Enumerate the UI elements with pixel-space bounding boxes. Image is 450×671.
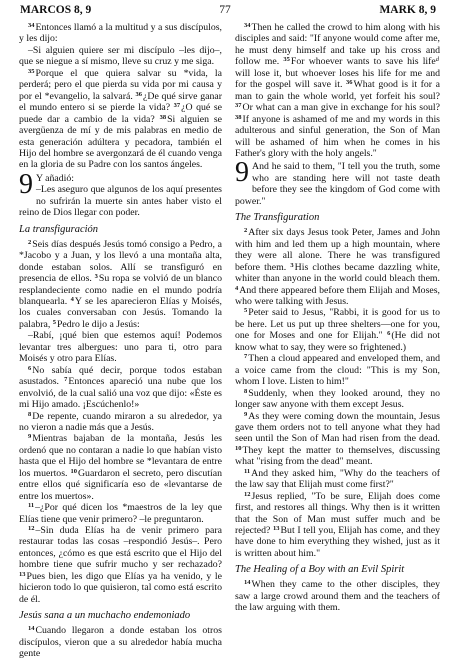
verse-number: 5 [52,318,56,326]
verse-number: 38 [159,113,167,121]
verse-number: 9 [244,410,248,418]
verse-paragraph [19,525,222,605]
verse-number: 34 [244,22,251,29]
verse-text: Cuando llegaron a donde estaban los otros discípulos, vieron que a su alrededor había mucha gente [19,625,222,660]
verse-text: For whoever wants to save his life [290,56,436,68]
verse-paragraph [19,330,222,364]
verse-number: 3 [290,261,294,269]
verse-text: Or what can a man give in exchange for his soul? [242,102,440,114]
verse-number: 35 [283,56,290,64]
verse-number: 5 [244,307,248,315]
verse-paragraph [19,239,222,331]
verse-number: 37 [173,102,181,110]
verse-text: Entonces llamó a la multitud y a sus discípulos, y les dijo: [19,22,222,45]
verse-number: 11 [28,502,35,510]
section-heading: The Transfiguration [235,212,320,224]
verse-number: 6 [28,364,32,372]
verse-paragraph [19,68,222,171]
verse-number: 34 [28,22,35,29]
verse-text: And they asked him, "Why do the teachers of the law say that Elijah must come first?" [235,467,440,491]
verse-text: –Rabí, ¡qué bien que estemos aquí! Podemos levantar tres albergues: uno para ti, otro para Moisés y otro para Elías. [19,330,222,365]
verse-number: 14 [28,625,35,633]
verse-text: ¿O qué se puede dar a cambio de la vida? [19,102,222,125]
verse-paragraph [19,184,222,218]
verse-text: will lose it, but whoever loses his life for me and for the gospel will save it. [235,67,440,91]
verse-number: 35 [28,67,35,75]
verse-text: Seis días después Jesús tomó consigo a Pedro, a *Jacobo y a Juan, y los llevó a una montaña alta, donde estaban solos. Allí se transfiguró en presencia de ellos. [19,238,222,285]
section-heading: La transfiguración [19,223,99,235]
verse-text: –Les aseguro que algunos de los aquí presentes no sufrirán la muerte sin antes haber visto el reino de Dios llegar con poder. [19,184,222,219]
verse-text: What good is it for a man to gain the whole world, yet forfeit his soul? [235,79,440,102]
verse-text: (He did not know what to say, they were so frightened.) [235,330,440,353]
verse-text: Mientras bajaban de la montaña, Jesús les ordenó que no contaran a nadie lo que habían visto hasta que el Hijo del hombre se *levantara de entre los muertos. [19,433,222,479]
verse-number: 8 [28,410,32,418]
section-heading: Jesús sana a un muchacho endemoniado [19,610,191,622]
verse-text: Y se les aparecieron Elías y Moisés, los cuales conversaban con Jesús. Tomando la palabra, [19,295,222,330]
verse-text: ¿De qué sirve ganar el mundo entero si se pierde la vida? [19,90,222,114]
verse-text: After six days Jesus took Peter, James and John with him and led them up a high mountain, where they were all alone. There he was transfigured before them. [235,227,440,273]
verse-text: –Si alguien quiere ser mi discípulo –les dijo–, que se niegue a sí mismo, lleve su cruz y me siga. [19,44,222,68]
verse-text: His clothes became dazzling white, whiter than anyone in the world could bleach them. [235,261,440,285]
verse-number: 36 [135,90,143,98]
verse-number: 8 [244,387,248,395]
verse-number: 2 [28,238,32,246]
verse-text: Pues bien, les digo que Elías ya ha venido, y le hicieron todo lo que quisieron, tal como está escrito de él. [19,570,222,605]
verse-number: 7 [64,376,68,384]
verse-text: As they were coming down the mountain, Jesus gave them orders not to tell anyone what they had seen until the Son of Man had risen from the dead. [235,410,440,445]
verse-text: Si alguien se avergüenza de mí y de mis palabras en medio de esta generación adúltera y pecadora, también el Hijo del hombre se avergonzará de él cuando venga en la gloria de su Padre con los santos ángeles. [19,113,222,171]
chapter-9-opening [235,161,440,207]
verse-paragraph [235,579,440,613]
footnote-marker: d [435,56,439,64]
verse-paragraph [19,173,222,184]
verse-text: Jesus replied, "To be sure, Elijah does come first, and restores all things. Why then is it written that the Son of Man must suffer much and be rejected? [235,490,440,537]
verse-text: They kept the matter to themselves, discussing what "rising from the dead" meant. [235,444,440,468]
verse-number: 9 [28,433,32,441]
verse-text: De repente, cuando miraron a su alrededor, ya no vieron a nadie más que a Jesús. [19,410,222,433]
verse-text: Su ropa se volvió de un blanco resplandeciente como nadie en el mundo podría blanquearla. [19,273,222,307]
verse-number: 6 [387,330,391,338]
verse-number: 36 [346,79,353,87]
verse-paragraph [235,411,440,468]
verse-number: 2 [244,227,248,235]
verse-paragraph [235,161,440,207]
verse-text: No sabía qué decir, porque todos estaban asustados. [19,364,222,388]
verse-number: 10 [235,444,242,452]
verse-number: 7 [244,353,248,361]
verse-text: –¿Por qué dicen los *maestros de la ley que Elías tiene que venir primero? –le preguntaron. [19,502,222,525]
verse-text: Then a cloud appeared and enveloped them, and a voice came from the cloud: "This is my Son, whom I love. Listen to him!" [235,353,440,388]
verse-number: 11 [244,467,251,475]
running-header [0,4,450,22]
verse-paragraph [19,365,222,411]
verse-text: Then he called the crowd to him along with his disciples and said: "If anyone would come after me, he must deny himself and take up his cross and follow me. [235,22,440,68]
chapter-number: 9 [235,161,249,189]
verse-paragraph [235,491,440,560]
verse-paragraph [19,411,222,434]
verse-paragraph [19,502,222,525]
header-right-reference: MARK 8, 9 [379,4,436,16]
verse-number: 10 [70,467,77,475]
verse-number: 4 [70,295,74,303]
verse-text: And he said to them, "I tell you the truth, some who are standing here will not taste death before they see the kingdom of God come with power." [235,161,440,207]
verse-text: Suddenly, when they looked around, they no longer saw anyone with them except Jesus. [235,387,440,411]
verse-paragraph [235,307,440,353]
verse-number: 14 [244,579,251,587]
verse-number: 37 [235,102,242,110]
verse-number: 12 [28,525,35,533]
verse-number: 38 [235,113,242,121]
verse-paragraph [235,468,440,491]
verse-text: Pedro le dijo a Jesús: [56,318,140,330]
verse-text: Guardaron el secreto, pero discutían entre ellos qué significaría eso de «levantarse de entre los muertos». [19,467,222,502]
verse-paragraph [19,433,222,502]
verse-text: But I tell you, Elijah has come, and they have done to him everything they wished, just as it is written about him." [235,525,440,559]
verse-text: When they came to the other disciples, they saw a large crowd around them and the teachers of the law arguing with them. [235,579,440,614]
verse-paragraph [235,227,440,307]
verse-text: If anyone is ashamed of me and my words in this adulterous and sinful generation, the Son of Man will be ashamed of him when he comes in his Father's glory with the holy angels." [235,113,440,159]
verse-paragraph [235,353,440,387]
verse-paragraph [235,22,440,159]
verse-text: And there appeared before them Elijah and Moses, who were talking with Jesus. [235,284,440,307]
english-column [235,22,440,671]
chapter-9-opening [19,173,222,219]
verse-number: 12 [244,490,251,498]
verse-text: Entonces apareció una nube que los envolvió, de la cual salió una voz que dijo: «Éste es mi Hijo amado. ¡Escúchenlo!» [19,376,222,411]
verse-paragraph [19,22,222,45]
verse-paragraph [235,388,440,411]
verse-paragraph [19,45,222,68]
verse-number: 3 [94,273,98,281]
verse-number: 4 [235,284,239,292]
verse-text: –Sin duda Elías ha de venir primero para restaurar todas las cosas –respondió Jesús–. Pero entonces, ¿cómo es que está escrito que el Hijo del hombre tiene que sufrir mucho y ser rechazado? [19,525,222,571]
page-number: 77 [219,4,231,16]
header-left-reference: MARCOS 8, 9 [20,4,92,16]
verse-text: Porque el que quiera salvar su *vida, la perderá; pero el que pierda su vida por mi causa y por el *evangelio, la salvará. [19,67,222,102]
verse-text: Y añadió: [36,172,74,184]
verse-number: 13 [19,570,26,578]
verse-paragraph [19,625,222,659]
chapter-number: 9 [19,172,33,200]
spanish-column [19,22,222,671]
verse-number: 13 [273,525,280,533]
verse-text: Peter said to Jesus, "Rabbi, it is good for us to be here. Let us put up three shelters—one for you, one for Moses and one for Elijah." [235,307,440,342]
section-heading: The Healing of a Boy with an Evil Spirit [235,564,405,576]
